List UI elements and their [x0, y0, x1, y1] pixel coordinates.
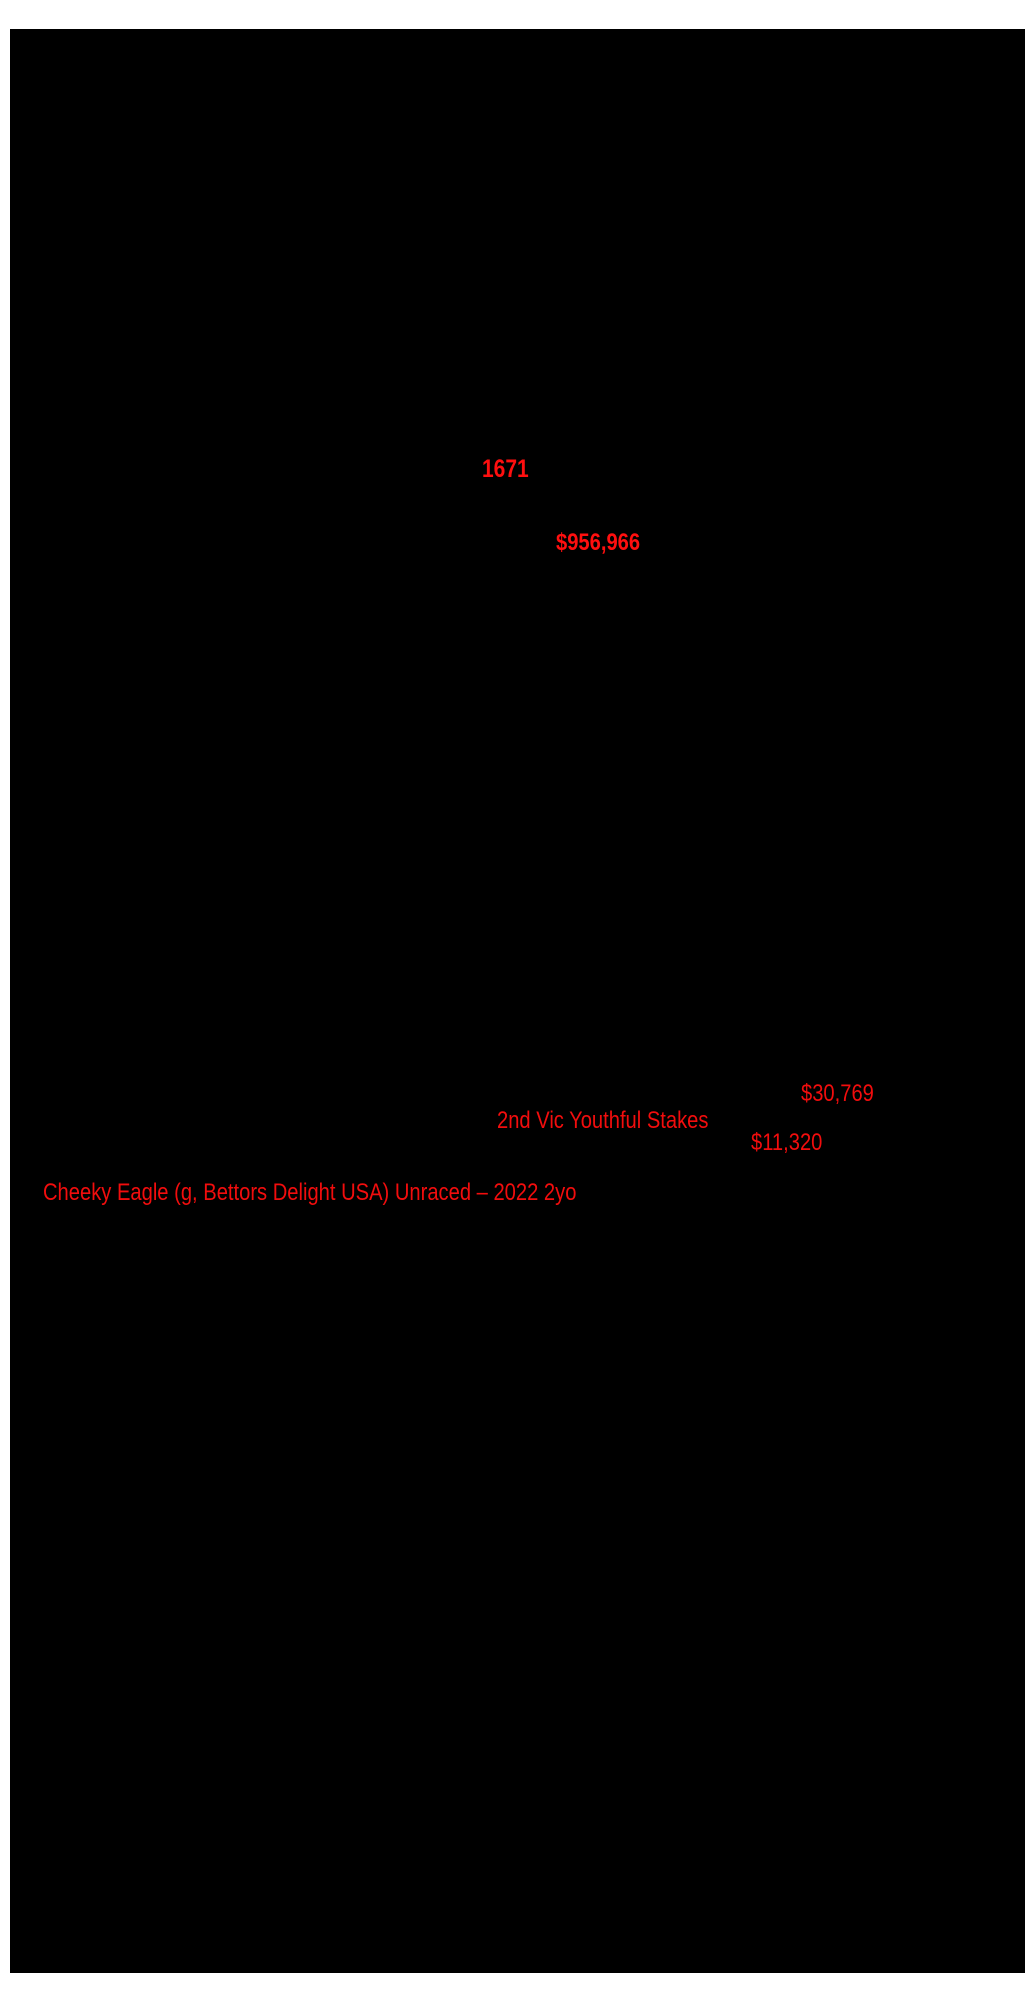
total-earnings-text: $956,966 [556, 529, 641, 556]
progeny-line-text: Cheeky Eagle (g, Bettors Delight USA) Unraced – 2022 2yo [43, 1179, 577, 1206]
stakes-result-text: 2nd Vic Youthful Stakes [497, 1107, 709, 1134]
document-page [10, 29, 1025, 1973]
earnings-upper-text: $30,769 [801, 1080, 874, 1107]
earnings-lower-text: $11,320 [751, 1129, 823, 1156]
lot-number-text: 1671 [482, 455, 529, 483]
